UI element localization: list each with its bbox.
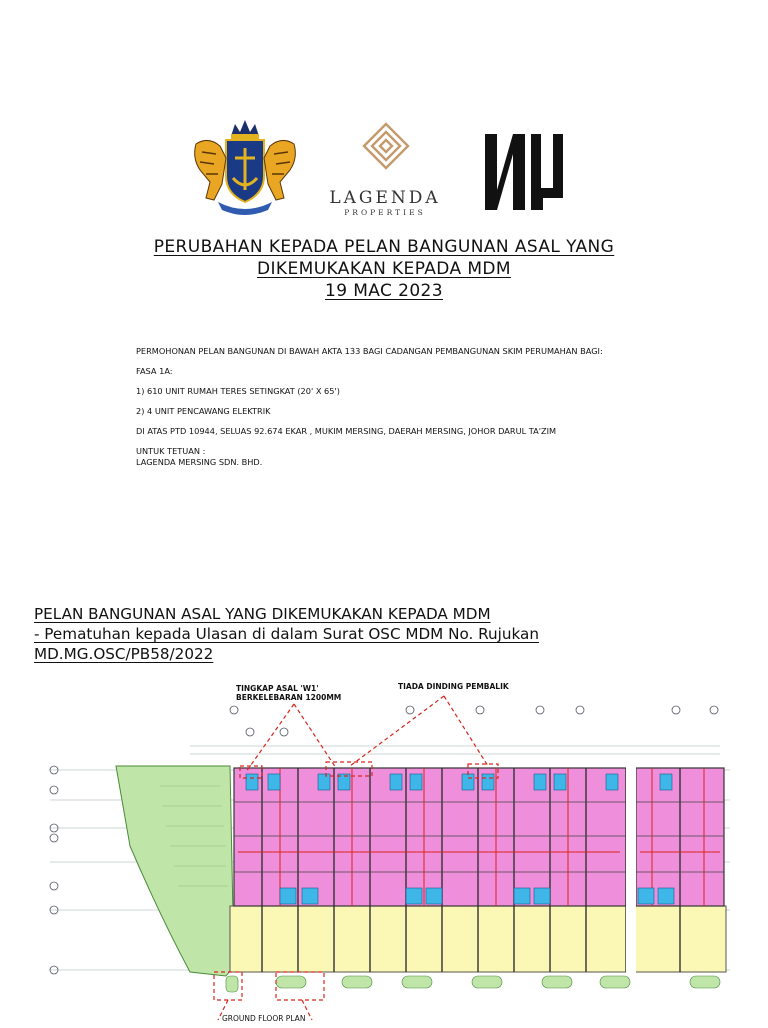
annotation-window-line-2: BERKELEBARAN 1200MM	[236, 693, 342, 702]
title-line-2: DIKEMUKAKAN KEPADA MDM	[257, 259, 511, 279]
application-owner: LAGENDA MERSING SDN. BHD.	[136, 457, 263, 467]
application-text	[136, 346, 626, 477]
section-line-1: PELAN BANGUNAN ASAL YANG DIKEMUKAKAN KEPADA MDM	[34, 605, 491, 623]
annotation-window	[236, 684, 341, 702]
application-item-1: 1) 610 UNIT RUMAH TERES SETINGKAT (20' X 65')	[136, 386, 340, 396]
title-line-1: PERUBAHAN KEPADA PELAN BANGUNAN ASAL YANG	[153, 237, 615, 257]
logo-row	[0, 118, 768, 218]
section-line-2: - Pematuhan kepada Ulasan di dalam Surat OSC MDM No. Rujukan	[34, 625, 539, 643]
brand-sub: PROPERTIES	[344, 208, 426, 217]
annotation-window-line-1: TINGKAP ASAL 'W1'	[236, 684, 319, 693]
lagenda-diamond-icon	[362, 122, 410, 170]
application-intro: PERMOHONAN PELAN BANGUNAN DI BAWAH AKTA 133 BAGI CADANGAN PEMBANGUNAN SKIM PERUMAHAN BAGI:	[136, 346, 603, 356]
title-date: 19 MAC 2023	[325, 281, 443, 301]
floor-plan	[40, 676, 740, 1024]
application-item-2: 2) 4 UNIT PENCAWANG ELEKTRIK	[136, 406, 271, 416]
johor-crest-logo	[188, 118, 302, 216]
nj-monogram-logo	[483, 132, 565, 212]
section-heading	[34, 604, 734, 664]
application-for-label: UNTUK TETUAN :	[136, 446, 206, 456]
application-location: DI ATAS PTD 10944, SELUAS 92.674 EKAR , MUKIM MERSING, DAERAH MERSING, JOHOR DARUL TA'ZIM	[136, 426, 557, 436]
brand-name: LAGENDA	[329, 188, 441, 208]
lagenda-logo	[326, 122, 444, 220]
page-title	[0, 236, 768, 302]
application-phase: FASA 1A:	[136, 366, 173, 376]
section-line-3: MD.MG.OSC/PB58/2022	[34, 645, 214, 663]
annotation-wall: TIADA DINDING PEMBALIK	[398, 682, 509, 691]
floor-plan-drawing	[40, 676, 740, 1024]
plan-caption: GROUND FLOOR PLAN	[222, 1014, 306, 1023]
